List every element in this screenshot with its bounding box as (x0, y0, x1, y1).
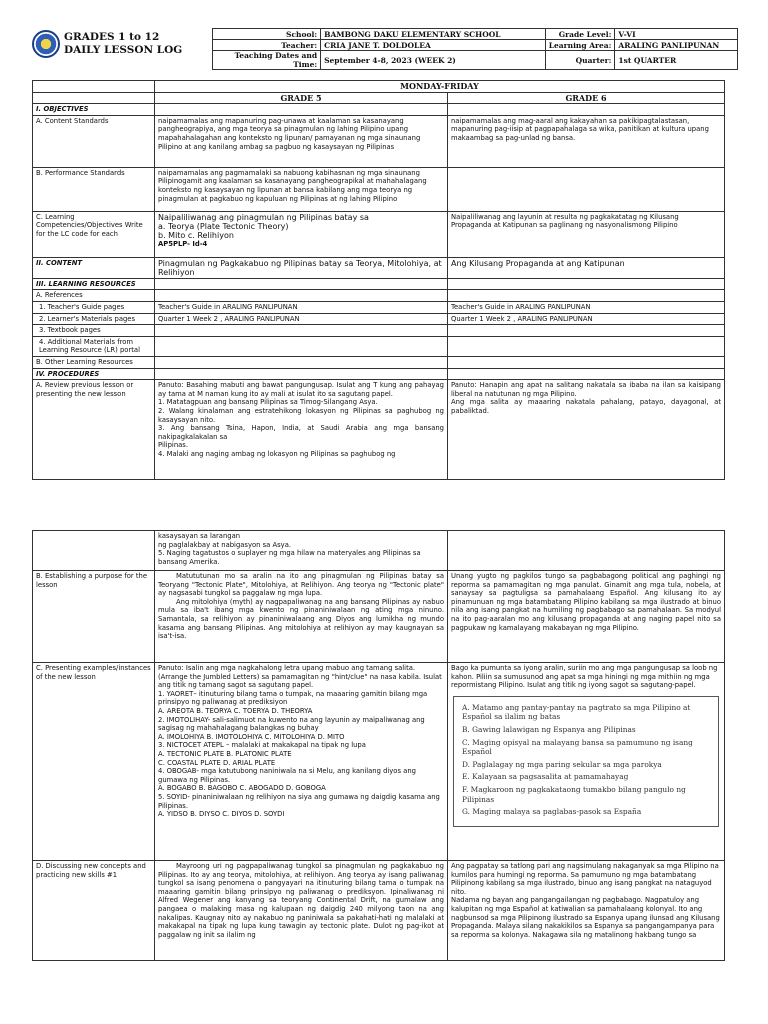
row-label-textbook: 3. Textbook pages (33, 325, 155, 337)
section-objectives: I. OBJECTIVES (33, 104, 155, 116)
review-g5-continued: kasaysayan sa larangan ng paglalakbay at nabigasyon sa Asya. 5. Naging tagatustos o suplayer ng mga hilaw na materyales ang Pilipinas sa bansang Amerika. (155, 531, 448, 571)
grade-level: V-VI (615, 29, 738, 40)
lesson-log-page-1 (0, 0, 768, 500)
discussing-g5: Mayroong uri ng pagpapaliwanag tungkol sa pinagmulan ng pagkakabuo ng Pilipinas. Ito ay ang teorya, mitolohiya, at relihiyon. Ang teorya ay isang paliwanag tungkol sa isang penomena o pangyayari na itinuturing bilang tama o tumpak na maaaring gamitin bilang prinsipyo ng paliwanag o prediksyon. Ipinaliwanag ni Alfred Wegener ang kanyang sa teoryang Continental Drift, na gumalaw ang pangaea o malaking masa ng kalupaan ng daigdig 240 milyong taon na ang nakalipas. Kaugnay nito ay nakabuo ng paniniwala sa pakahati-hati ng malalaki at makakapal na tipak ng lupa kung tawagin ay tectonic plate. Dulot ng pag-ikot at paggalaw ng init sa ilalim ng (155, 861, 448, 961)
option-item: F. Magkaroon ng pagkakataong tumakbo bilang pangulo ng Pilipinas (462, 784, 686, 804)
teacher-name: CRIA JANE T. DOLDOLEA (321, 40, 546, 51)
grade-6-heading: GRADE 6 (448, 92, 725, 104)
row-label-competencies: C. Learning Competencies/Objectives Write for the LC code for each (33, 211, 155, 257)
teachers-guide-g5: Teacher's Guide in ARALING PANLIPUNAN (155, 301, 448, 313)
content-g6: Ang Kilusang Propaganda at ang Katipunan (448, 257, 725, 278)
row-label-discussing: D. Discussing new concepts and practicing new skills #1 (33, 861, 155, 961)
section-content: II. CONTENT (33, 257, 155, 278)
grade-5-heading: GRADE 5 (155, 92, 448, 104)
option-item: D. Paglalagay ng mga paring sekular sa mga parokya (462, 759, 662, 769)
document-header (32, 28, 738, 76)
row-label-additional-materials: 4. Additional Materials from Learning Resource (LR) portal (33, 336, 155, 356)
days-heading: MONDAY-FRIDAY (155, 81, 725, 93)
deped-seal-icon (32, 30, 60, 58)
competencies-g5: Naipaliliwanag ang pinagmulan ng Pilipinas batay sa a. Teorya (Plate Tectonic Theory) b. Mito c. Relihiyon AP5PLP- Id-4 (155, 211, 448, 257)
lesson-table-2 (32, 530, 725, 961)
review-g5: Panuto: Basahing mabuti ang bawat pangungusap. Isulat ang T kung ang pahayag ay tama at M naman kung ito ay mali at isulat ito sa sagutang papel. 1. Matatagpuan ang bansang Pilipinas sa Timog-Silangang Asya. 2. Walang kinalaman ang estratehikong lokasyon ng Pilipinas sa paghubog ng kasaysayan nito. 3. Ang bansang Tsina, Hapon, India, at Saudi Arabia ang mga bansang nakipagkalakalan sa Pilipinas. 4. Malaki ang naging ambag ng lokasyon ng Pilipinas sa paghubog ng (155, 380, 448, 480)
school-info-table: School: BAMBONG DAKU ELEMENTARY SCHOOL Grade Level: V-VI Teacher: CRIA JANE T. DOLDOLEA Learning Area: ARALING PANLIPUNAN Teaching Dates and Time: September 4-8, 2023 (WEEK 2) Quarter: 1st QUARTER (212, 28, 738, 70)
teaching-dates: September 4-8, 2023 (WEEK 2) (321, 51, 546, 70)
option-item: C. Maging opisyal na malayang bansa sa pamumuno ng isang Español (462, 737, 693, 757)
row-label-other-resources: B. Other Learning Resources (33, 356, 155, 368)
row-label-purpose: B. Establishing a purpose for the lesson (33, 571, 155, 663)
performance-standard-g5: naipamamalas ang pagmamalaki sa nabuong kabihasnan ng mga sinaunang Pilipinogamit ang kaalaman sa kasanayang pangheograpikal at mahahalagang konteksto ng kasaysayan ng lipunan at bansa kabilang ang mga teorya ng pinagmulan at pagkabuo ng kapuluan ng Pilipinas at ng lahing Pilipino (155, 167, 448, 211)
discussing-g6: Ang pagpatay sa tatlong pari ang nagsimulang nakaganyak sa mga Pilipino na kumilos para humingi ng reporma. Sa pamumuno ng mga batambatang Pilipinong kabilang sa mga ilustrado, binuo ang isang pangkat na nataguyod nito. Nadama ng bayan ang pangangailangan ng pagbabago. Nagpatuloy ang kalupitan ng mga Español at katiwalian sa pamahalaang kolonyal. Ito ang nagbunsod sa mga Pilipinong ilustrado sa Espanya upang ilunsad ang Kilusang Propaganda. Malaya silang nakakikilos sa Espanya sa pangangampanya para sa reporma sa kolonya. Nakagawa sila ng matalinong hakbang tungo sa (448, 861, 725, 961)
learners-materials-g6: Quarter 1 Week 2 , ARALING PANLIPUNAN (448, 313, 725, 325)
lesson-log-page-2 (0, 500, 768, 1024)
content-standard-g6: naipamamalas ang mag-aaral ang kakayahan sa pakikipagtalastasan, mapanuring pag-iisip at pagpapahalaga sa wika, panitikan at kultura upang makaambag sa pag-unlad ng bansa. (448, 115, 725, 167)
option-item: A. Matamo ang pantay-pantay na pagtrato sa mga Pilipino at Español sa ilalim ng batas (462, 702, 691, 722)
content-standard-g5: naipamamalas ang mapanuring pag-unawa at kaalaman sa kasanayang pangheograpiya, ang mga teorya sa pinagmulan ng lahing Pilipino upang mapahahalagahan ang konteksto ng lipunan/ pamayanan ng mga sinaunang Pilipino at ang kanilang ambag sa pagbuo ng kasaysayan ng Pilipinas (155, 115, 448, 167)
option-item: B. Gawing lalawigan ng Espanya ang Pilipinas (462, 724, 636, 734)
competencies-g6: Naipaliliwanag ang layunin at resulta ng pagkakatatag ng Kilusang Propaganda at Katipunan sa paglinang ng nasyonalismong Pilipino (448, 211, 725, 257)
row-label-learners-materials: 2. Learner's Materials pages (33, 313, 155, 325)
row-label-review: A. Review previous lesson or presenting the new lesson (33, 380, 155, 480)
option-item: G. Maging malaya sa paglabas-pasok sa España (462, 807, 642, 817)
section-procedures: IV. PROCEDURES (33, 368, 155, 380)
learners-materials-g5: Quarter 1 Week 2 , ARALING PANLIPUNAN (155, 313, 448, 325)
lc-code: AP5PLP- Id-4 (158, 239, 208, 248)
lesson-table-1 (32, 80, 725, 480)
option-item: E. Kalayaan sa pagsasalita at pamamahayag (462, 772, 629, 782)
reform-options-box (453, 696, 719, 827)
teachers-guide-g6: Teacher's Guide in ARALING PANLIPUNAN (448, 301, 725, 313)
learning-area: ARALING PANLIPUNAN (615, 40, 738, 51)
content-g5: Pinagmulan ng Pagkakabuo ng Pilipinas batay sa Teorya, Mitolohiya, at Relihiyon (155, 257, 448, 278)
purpose-g6: Unang yugto ng pagkilos tungo sa pagbabagong political ang paghingi ng reporma sa pamamagitan ng mga panulat. Ginamit ang mga tula, nobela, at sanaysay sa pagtuligsa sa pamahalaang Español. Ang kilusang ito ay pinamunuan ng mga batambatang Pilipino kabilang sa mga ilustrado at binuo nila ang isang pangkat na humiling ng pagbabago sa pamahalaan. Sa modyul na ito pag-aaralan mo ang kilusang propaganda at ang naging papel nito sa pagpukaw ng kamalayang makabayan ng mga Pilipino. (448, 571, 725, 663)
row-label-teachers-guide: 1. Teacher's Guide pages (33, 301, 155, 313)
review-g6: Panuto: Hanapin ang apat na salitang nakatala sa ibaba na ilan sa kaisipang liberal na natutunan ng mga Pilipino. Ang mga salita ay maaaring nakatala pahalang, patayo, dayagonal, at pabaliktad. (448, 380, 725, 480)
section-learning-resources: III. LEARNING RESOURCES (33, 278, 155, 290)
row-label-presenting: C. Presenting examples/instances of the new lesson (33, 663, 155, 861)
row-label-performance-standards: B. Performance Standards (33, 167, 155, 211)
document-title: GRADES 1 to 12 DAILY LESSON LOG (64, 31, 183, 56)
school-name: BAMBONG DAKU ELEMENTARY SCHOOL (321, 29, 546, 40)
presenting-g5: Panuto: Isalin ang mga nagkahalong letra upang mabuo ang tamang salita. (Arrange the Jumbled Letters) sa pamamagitan ng "hint/clue" na nasa kabila. Isulat ang titik ng tamang sagot sa sagutang papel. 1. YAORET– itinuturing bilang tama o tumpak, na maaaring gamitin bilang mga prinsipyo ng paliwanag at prediksiyon A. AREOTA B. TEORYA C. TOERYA D. THEORYA 2. IMOTOLIHAY- sali-salimuot na kuwento na ang layunin ay maipaliwanag ang sagisag ng mahahalagang balangkas ng buhay A. IMOLOHIYA B. IMOTOLOHIYA C. MITOLOHIYA D. MITO 3. NICTOCET ATEPL – malalaki at makakapal na tipak ng lupa A. TECTONIC PLATE B. PLATONIC PLATE C. COASTAL PLATE D. ARIAL PLATE 4. OBOGAB- mga katutubong naniniwala na si Melu, ang kanilang diyos ang gumawa ng Pilipinas. A. BOGABO B. BAGOBO C. ABOGADO D. GOBOGA 5. SOYID- pinaniniwalaan ng relihiyon na siya ang gumawa ng daigdig kasama ang Pilipinas. A. YIDSO B. DIYSO C. DIYOS D. SOYDI (155, 663, 448, 861)
purpose-g5: Matututunan mo sa aralin na ito ang pinagmulan ng Pilipinas batay sa Teoryang "Tectonic Plate", Mitolohiya, at Relihiyon. Ang teorya ng "Tectonic plate" ay nagsasabi tungkol sa paggalaw ng mga lupa. Ang mitolohiya (myth) ay nagpapaliwanag na ang bansang Pilipinas ay nabuo mula sa iba't ibang mga kwento ng pinaniniwalaan ng ating mga ninuno. Samantala, sa relihiyon ay pinaniniwalaang ang Diyos ang lumikha ng mundo kasama ang bansang Pilipinas. Ang mitolohiya at relihiyon ay may kaugnayan sa isa't-isa. (155, 571, 448, 663)
presenting-g6: Bago ka pumunta sa iyong aralin, suriin mo ang mga pangungusap sa loob ng kahon. Piliin sa sumusunod ang apat sa mga hiningi ng mga mithiin ng mga repormistang Pilipino. Isulat ang titik ng iyong sagot sa sagutang-papel. A. Matamo ang pantay-pantay na pagtrato sa mga Pilipino at Español sa ilalim ng batas B. Gawing lalawigan ng Espanya ang Pilipinas C. Maging opisyal na malayang bansa sa pamumuno ng isang Español D. Paglalagay ng mga paring sekular sa mga parokya E. Kalayaan sa pagsasalita at pamamahayag F. Magkaroon ng pagkakataong tumakbo bilang pangulo ng Pilipinas G. Maging malaya sa paglabas-pasok sa España (448, 663, 725, 861)
performance-standard-g6 (448, 167, 725, 211)
row-label-references: A. References (33, 290, 155, 302)
row-label-content-standards: A. Content Standards (33, 115, 155, 167)
quarter: 1st QUARTER (615, 51, 738, 70)
